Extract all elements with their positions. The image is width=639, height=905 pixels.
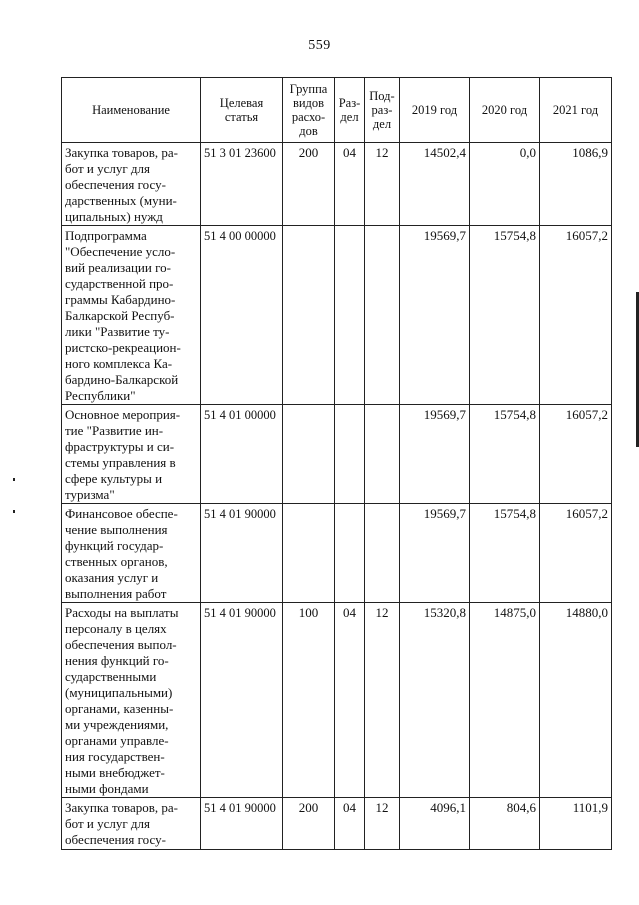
row-expense-group bbox=[283, 405, 335, 504]
row-section: 04 bbox=[335, 143, 365, 226]
row-expense-group: 100 bbox=[283, 603, 335, 798]
row-section: 04 bbox=[335, 798, 365, 850]
row-subsection bbox=[365, 226, 400, 405]
scan-dot-mark bbox=[13, 510, 15, 513]
row-section bbox=[335, 405, 365, 504]
row-subsection: 12 bbox=[365, 143, 400, 226]
row-2021: 14880,0 bbox=[540, 603, 612, 798]
row-subsection bbox=[365, 504, 400, 603]
row-2021: 16057,2 bbox=[540, 226, 612, 405]
row-name: Финансовое обеспе- чение выполнения функций государ- ственных органов, оказания услуг и выполнения работ bbox=[62, 504, 201, 603]
row-target-article: 51 3 01 23600 bbox=[201, 143, 283, 226]
header-2021: 2021 год bbox=[540, 78, 612, 143]
row-2019: 19569,7 bbox=[400, 405, 470, 504]
table-row bbox=[62, 603, 612, 798]
row-2019: 4096,1 bbox=[400, 798, 470, 850]
row-2020: 14875,0 bbox=[470, 603, 540, 798]
row-2019: 15320,8 bbox=[400, 603, 470, 798]
row-2019: 14502,4 bbox=[400, 143, 470, 226]
header-subsection: Под-раз-дел bbox=[365, 78, 400, 143]
header-target-article: Целевая статья bbox=[201, 78, 283, 143]
row-target-article: 51 4 01 90000 bbox=[201, 603, 283, 798]
row-name: Закупка товаров, ра- бот и услуг для обеспечения госу- дарственных (муни- ципальных) нужд bbox=[62, 143, 201, 226]
row-subsection bbox=[365, 405, 400, 504]
header-2020: 2020 год bbox=[470, 78, 540, 143]
row-section bbox=[335, 226, 365, 405]
row-2020: 804,6 bbox=[470, 798, 540, 850]
table-row bbox=[62, 798, 612, 850]
row-2021: 16057,2 bbox=[540, 405, 612, 504]
header-section: Раз-дел bbox=[335, 78, 365, 143]
row-2020: 0,0 bbox=[470, 143, 540, 226]
table-row bbox=[62, 226, 612, 405]
row-2021: 1101,9 bbox=[540, 798, 612, 850]
row-2019: 19569,7 bbox=[400, 226, 470, 405]
row-expense-group bbox=[283, 504, 335, 603]
row-section bbox=[335, 504, 365, 603]
table-row bbox=[62, 143, 612, 226]
row-name: Основное мероприя- тие "Развитие ин- фраструктуры и си- стемы управления в сфере культуры и туризма" bbox=[62, 405, 201, 504]
row-2020: 15754,8 bbox=[470, 504, 540, 603]
row-name: Подпрограмма "Обеспечение усло- вий реализации го- сударственной про- граммы Кабардино- Балкарской Респуб- лики "Развитие ту- ристско-рекреацион- ного комплекса Ка- бардино-Балкарской Республики" bbox=[62, 226, 201, 405]
header-name: Наименование bbox=[62, 78, 201, 143]
scan-dot-mark bbox=[13, 478, 15, 481]
row-2019: 19569,7 bbox=[400, 504, 470, 603]
header-expense-group: Группа видов расхо-дов bbox=[283, 78, 335, 143]
row-expense-group bbox=[283, 226, 335, 405]
header-2019: 2019 год bbox=[400, 78, 470, 143]
row-name: Закупка товаров, ра- бот и услуг для обеспечения госу- bbox=[62, 798, 201, 850]
row-target-article: 51 4 01 00000 bbox=[201, 405, 283, 504]
row-target-article: 51 4 01 90000 bbox=[201, 798, 283, 850]
page-number: 559 bbox=[308, 38, 331, 53]
row-target-article: 51 4 01 90000 bbox=[201, 504, 283, 603]
row-subsection: 12 bbox=[365, 603, 400, 798]
row-2020: 15754,8 bbox=[470, 226, 540, 405]
row-2021: 16057,2 bbox=[540, 504, 612, 603]
table-header-row bbox=[62, 78, 612, 143]
row-2021: 1086,9 bbox=[540, 143, 612, 226]
table-row bbox=[62, 405, 612, 504]
row-expense-group: 200 bbox=[283, 798, 335, 850]
table-row bbox=[62, 504, 612, 603]
row-section: 04 bbox=[335, 603, 365, 798]
budget-table bbox=[61, 77, 612, 850]
row-2020: 15754,8 bbox=[470, 405, 540, 504]
row-expense-group: 200 bbox=[283, 143, 335, 226]
row-subsection: 12 bbox=[365, 798, 400, 850]
row-name: Расходы на выплаты персоналу в целях обеспечения выпол- нения функций го- сударственными (муниципальными) органами, казенны- ми учреждениями, органами управле- ния государствен- ными внебюджет- ными фондами bbox=[62, 603, 201, 798]
row-target-article: 51 4 00 00000 bbox=[201, 226, 283, 405]
